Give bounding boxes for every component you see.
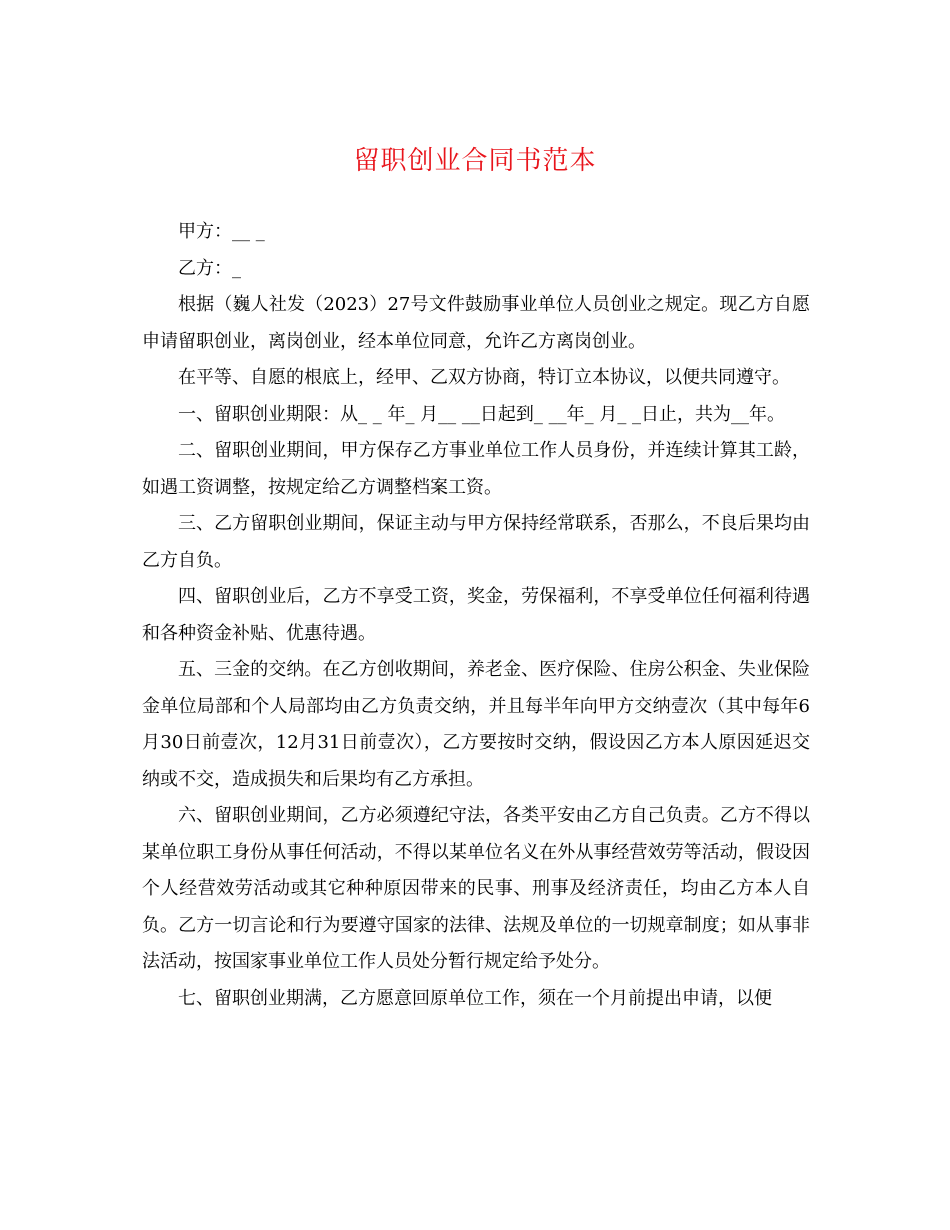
document-title: 留职创业合同书范本 [353,146,597,176]
party-b-line: 乙方：_ [178,257,241,279]
paragraph-agreement: 在平等、自愿的根底上，经甲、乙双方协商，特订立本协议，以便共同遵守。 [178,367,790,388]
party-a-line: 甲方：__ _ [178,221,265,242]
clause-3-contact: 三、乙方留职创业期间，保证主动与甲方保持经常联系，否那么，不良后果均由乙方自负。 [142,513,810,571]
clause-2-status: 二、留职创业期间，甲方保存乙方事业单位工作人员身份，并连续计算其工龄，如遇工资调整，按规定给乙方调整档案工资。 [142,440,810,498]
paragraph-basis: 根据（巍人社发（2023）27号文件鼓励事业单位人员创业之规定。现乙方自愿申请留职创业，离岗创业，经本单位同意，允许乙方离岗创业。 [142,294,810,352]
clause-6-conduct: 六、留职创业期间，乙方必须遵纪守法，各类平安由乙方自己负责。乙方不得以某单位职工身份从事任何活动，不得以某单位名义在外从事经营效劳等活动，假设因个人经营效劳活动或其它种种原因带来的民事、刑事及经济责任，均由乙方本人自负。乙方一切言论和行为要遵守国家的法律、法规及单位的一切规章制度；如从事非法活动，按国家事业单位工作人员处分暂行规定给予处分。 [142,805,810,972]
clause-4-benefits: 四、留职创业后，乙方不享受工资，奖金，劳保福利，不享受单位任何福利待遇和各种资金补贴、优惠待遇。 [142,586,810,644]
clause-5-insurance: 五、三金的交纳。在乙方创收期间，养老金、医疗保险、住房公积金、失业保险金单位局部和个人局部均由乙方负责交纳，并且每半年向甲方交纳壹次（其中每年6月30日前壹次，12月31日前壹次），乙方要按时交纳，假设因乙方本人原因延迟交纳或不交，造成损失和后果均有乙方承担。 [142,659,810,790]
document-body [142,214,810,1017]
clause-7-return: 七、留职创业期满，乙方愿意回原单位工作，须在一个月前提出申请，以便 [178,987,772,1009]
clause-1-period: 一、留职创业期限：从_ _ 年_ 月__ __日起到_ __年_ 月_ _日止，共为__年。 [178,403,786,425]
